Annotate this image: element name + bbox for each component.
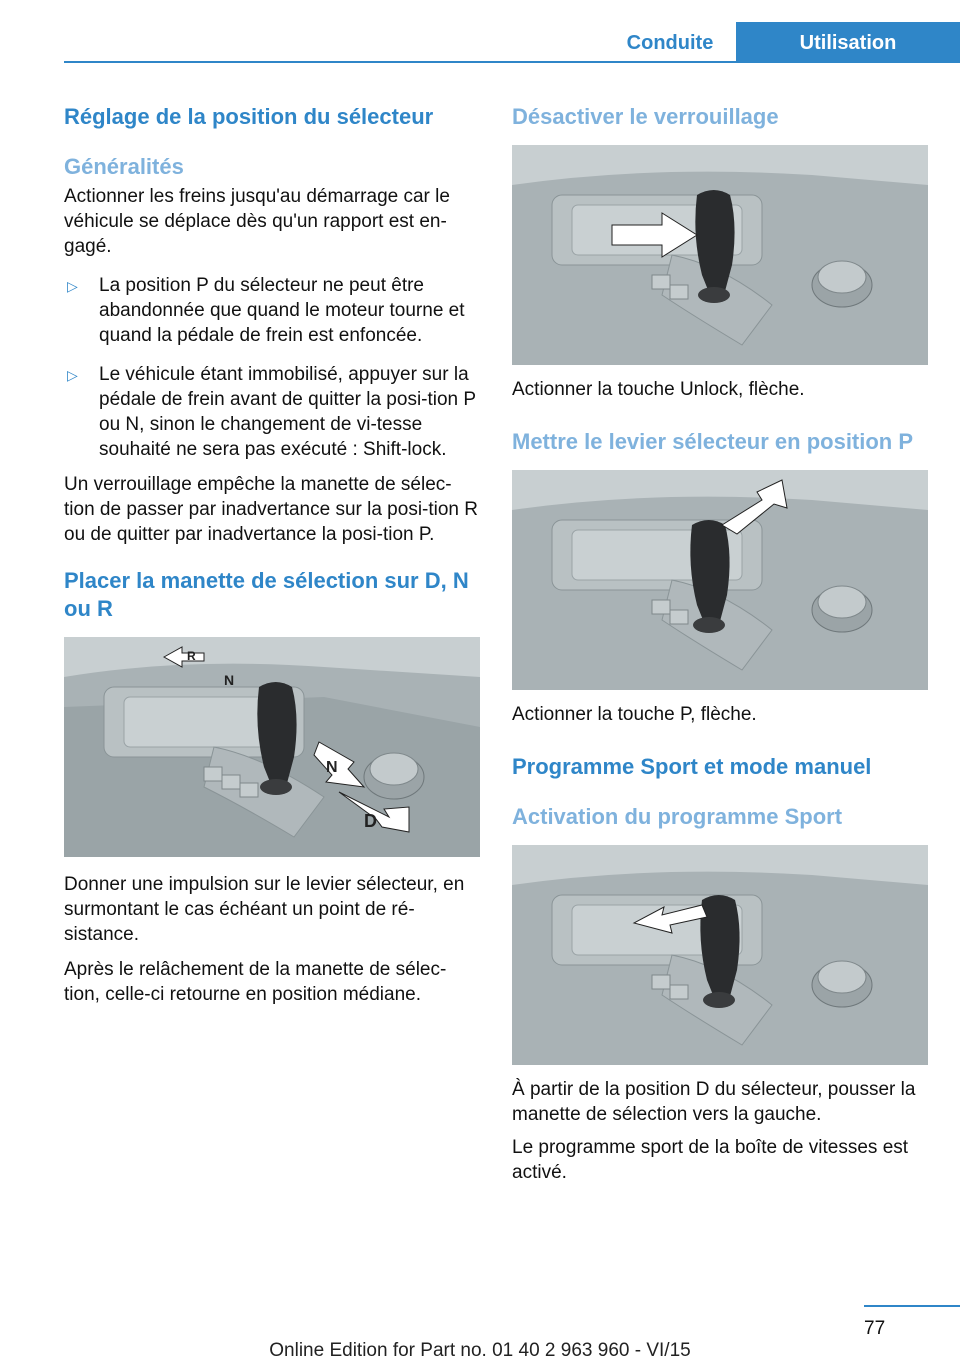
- edition-footer: Online Edition for Part no. 01 40 2 963 960 - VI/15: [269, 1340, 691, 1361]
- bullet-text: La position P du sélecteur ne peut être abandonnée que quand le moteur tourne et quand la pédale de frein est enfoncée.: [99, 275, 465, 346]
- heading-unlock: Désactiver le verrouillage: [512, 104, 779, 129]
- paragraph-park: Actionner la touche P, flèche.: [512, 704, 757, 725]
- bullet-item: [64, 362, 482, 462]
- heading-generalites: Généralités: [64, 154, 184, 179]
- bullet-text: Le véhicule étant immobilisé, appuyer sur la pédale de frein avant de quitter la posi-tion P ou N, sinon le changement de vi-tesse souhaité ne sera pas exécuté : Shift-lock.: [99, 364, 476, 460]
- paragraph-lock: Un verrouillage empêche la manette de sélec-tion de passer par inadvertance sur la posi-tion R ou de quitter par inadvertance la posi-tion P.: [64, 474, 479, 545]
- bullet-list: [64, 273, 482, 462]
- paragraph-unlock: Actionner la touche Unlock, flèche.: [512, 379, 805, 400]
- figure-label-n: N: [224, 672, 235, 688]
- paragraph-impulse: Donner une impulsion sur le levier sélecteur, en surmontant le cas échéant un point de ré-sistance.: [64, 874, 465, 945]
- park-button-illustration: [512, 470, 928, 690]
- left-column: [64, 100, 482, 1007]
- heading-park: Mettre le levier sélecteur en position P: [512, 429, 914, 454]
- triangle-bullet-icon: ▷: [67, 367, 78, 383]
- figure-label-r: R: [187, 649, 196, 663]
- figure-label-n: N: [326, 759, 338, 776]
- page-number: 77: [864, 1318, 886, 1339]
- tab-utilisation[interactable]: Utilisation: [736, 22, 960, 62]
- paragraph-brakes: Actionner les freins jusqu'au démarrage car le véhicule se déplace dès qu'un rapport est en-gagé.: [64, 186, 450, 257]
- heading-selector-position: Réglage de la position du sélecteur: [64, 104, 434, 129]
- heading-sport-activation: Activation du programme Sport: [512, 804, 843, 829]
- paragraph-sport-2: Le programme sport de la boîte de vitesses est activé.: [512, 1137, 909, 1183]
- heading-place-selector: Placer la manette de sélection sur D, N ou R: [64, 568, 469, 621]
- tab-conduite[interactable]: Conduite: [626, 32, 714, 54]
- heading-sport-manual: Programme Sport et mode manuel: [512, 754, 872, 779]
- paragraph-sport-1: À partir de la position D du sélecteur, pousser la manette de sélection vers la gauche.: [512, 1079, 916, 1125]
- footer-rule: [864, 1305, 960, 1307]
- bullet-item: [64, 273, 482, 348]
- unlock-button-illustration: [512, 145, 928, 365]
- selector-dnr-illustration: [64, 637, 480, 857]
- triangle-bullet-icon: ▷: [67, 278, 78, 294]
- figure-label-d: D: [364, 811, 377, 831]
- paragraph-release: Après le relâchement de la manette de sélec-tion, celle-ci retourne en position médiane.: [64, 959, 447, 1005]
- right-column: [512, 100, 930, 1185]
- sport-mode-illustration: [512, 845, 928, 1065]
